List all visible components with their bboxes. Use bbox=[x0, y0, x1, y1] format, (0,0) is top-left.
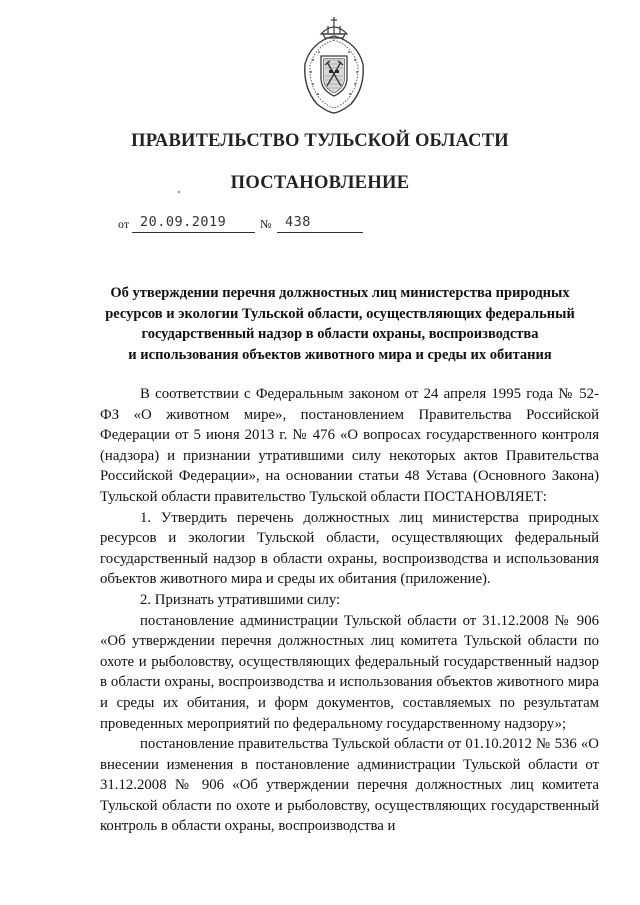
date-value: 20.09.2019 bbox=[140, 214, 227, 230]
scan-speck bbox=[178, 191, 180, 193]
document-body bbox=[100, 384, 599, 837]
body-paragraph-item-1: 1. Утвердить перечень должностных лиц министерства природных ресурсов и экологии Тульской области, осуществляющих федеральный государственный надзор в области охраны, воспроизводства и использования объектов животного мира и среды их обитания (приложение). bbox=[100, 509, 599, 588]
date-underline bbox=[132, 232, 255, 233]
title-line: Об утверждении перечня должностных лиц министерства природных bbox=[110, 285, 570, 301]
number-underline bbox=[277, 232, 363, 233]
body-paragraph-item-2: 2. Признать утратившими силу: bbox=[140, 591, 341, 608]
body-paragraph-repealed-2: постановление правительства Тульской области от 01.10.2012 № 536 «О внесении изменения в постановление администрации Тульской области от 31.12.2008 № 906 «Об утверждении перечня должностных лиц комитета Тульской области по охоте и рыболовству, осуществляющих государственный контроль в области охраны, воспроизводства и bbox=[100, 736, 599, 835]
number-value: 438 bbox=[285, 214, 311, 230]
document-type: ПОСТАНОВЛЕНИЕ bbox=[230, 173, 410, 193]
body-paragraph-preamble: В соответствии с Федеральным законом от 24 апреля 1995 года № 52-ФЗ «О животном мире», постановлением Правительства Российской Федерации от 5 июня 2013 г. № 476 «О вопросах государственного контроля (надзора) и признании утратившими силу некоторых актов Правительства Российской Федерации», на основании статьи 48 Устава (Основного Закона) Тульской области правительство Тульской области ПОСТАНОВЛЯЕТ: bbox=[100, 386, 599, 505]
organization-name: ПРАВИТЕЛЬСТВО ТУЛЬСКОЙ ОБЛАСТИ bbox=[131, 131, 509, 151]
body-paragraph-repealed-1: постановление администрации Тульской области от 31.12.2008 № 906 «Об утверждении перечня должностных лиц комитета Тульской области по охоте и рыболовству, осуществляющих федеральный государственный надзор в области охраны, воспроизводства и использования объектов животного мира и среды их обитания, и форм документов, составляемых по результатам проведенных мероприятий по федеральному государственному надзору»; bbox=[100, 612, 599, 732]
date-label: от bbox=[118, 217, 130, 231]
title-line: ресурсов и экологии Тульской области, осуществляющих федеральный bbox=[105, 305, 575, 322]
document-title bbox=[80, 283, 600, 365]
title-line: и использования объектов животного мира и среды их обитания bbox=[128, 346, 552, 363]
coat-of-arms-icon bbox=[299, 14, 369, 114]
title-line: государственный надзор в области охраны, воспроизводства bbox=[141, 326, 539, 342]
number-label: № bbox=[260, 217, 272, 231]
